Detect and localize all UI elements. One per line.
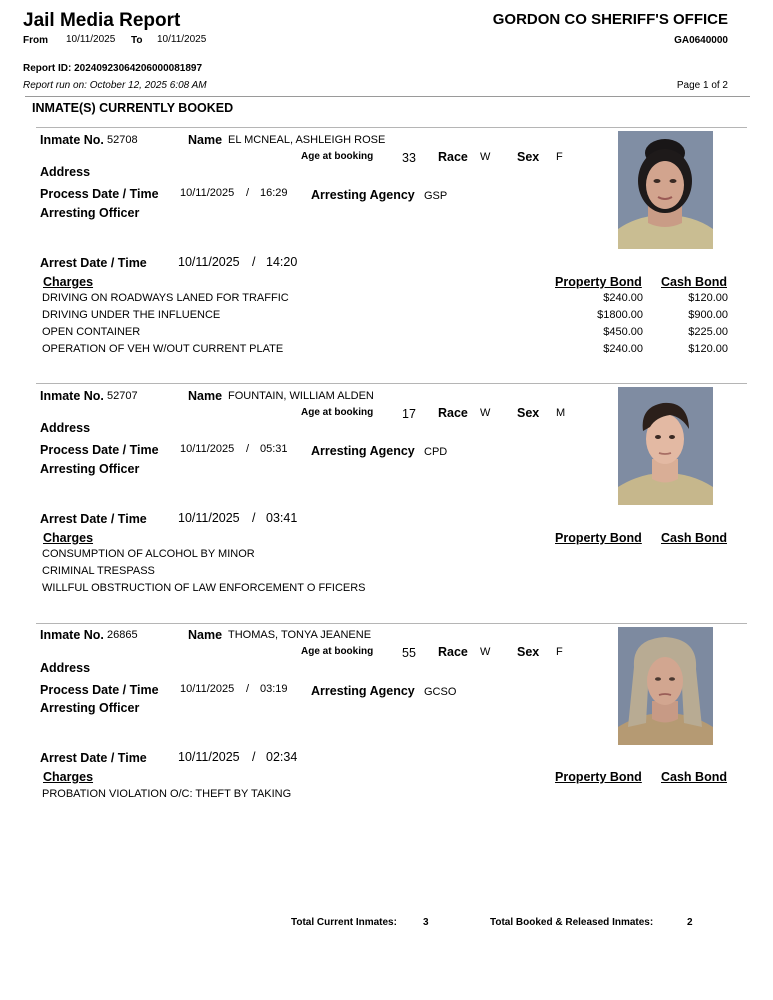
- report-title: Jail Media Report: [23, 10, 181, 31]
- to-label: To: [131, 35, 143, 46]
- age-value: 55: [402, 646, 416, 660]
- inmate-divider: [36, 623, 747, 624]
- inmate-photo: [618, 627, 713, 745]
- arrest-time: 14:20: [266, 255, 298, 269]
- report-run-on: Report run on: October 12, 2025 6:08 AM: [23, 80, 207, 91]
- total-current-value: 3: [423, 917, 429, 928]
- arresting-agency-label: Arresting Agency: [311, 188, 415, 202]
- charge-property-bond: $1800.00: [597, 309, 643, 321]
- process-label: Process Date / Time: [40, 443, 159, 457]
- inmate-no-label: Inmate No.: [40, 133, 104, 147]
- arrest-label: Arrest Date / Time: [40, 751, 147, 765]
- report-id: Report ID: 20240923064206000081897: [23, 63, 203, 74]
- inmate-no-label: Inmate No.: [40, 628, 104, 642]
- race-value: W: [480, 646, 491, 658]
- inmate-photo: [618, 131, 713, 249]
- page-number: Page 1 of 2: [676, 80, 728, 91]
- charge-desc: CONSUMPTION OF ALCOHOL BY MINOR: [42, 548, 255, 560]
- arresting-agency-label: Arresting Agency: [311, 684, 415, 698]
- age-label: Age at booking: [301, 646, 374, 657]
- process-sep: /: [246, 683, 250, 695]
- race-label: Race: [438, 645, 468, 659]
- from-date: 10/11/2025: [66, 34, 116, 45]
- process-date: 10/11/2025: [180, 683, 235, 695]
- charge-cash-bond: $120.00: [688, 343, 728, 355]
- charges-header: Charges: [43, 770, 94, 784]
- charge-property-bond: $240.00: [603, 292, 643, 304]
- total-released-value: 2: [687, 917, 693, 928]
- arrest-date: 10/11/2025: [178, 750, 240, 764]
- arrest-label: Arrest Date / Time: [40, 256, 147, 270]
- property-bond-header: Property Bond: [555, 275, 642, 289]
- charge-cash-bond: $900.00: [688, 309, 728, 321]
- age-value: 33: [402, 151, 416, 165]
- charge-desc: PROBATION VIOLATION O/C: THEFT BY TAKING: [42, 788, 292, 800]
- charge-property-bond: $450.00: [603, 326, 643, 338]
- sex-label: Sex: [517, 150, 540, 164]
- arrest-sep: /: [252, 511, 256, 525]
- arresting-agency-value: GSP: [424, 190, 448, 202]
- process-date: 10/11/2025: [180, 187, 235, 199]
- arrest-sep: /: [252, 255, 256, 269]
- race-value: W: [480, 151, 491, 163]
- to-date: 10/11/2025: [157, 34, 207, 45]
- arresting-officer-label: Arresting Officer: [40, 462, 140, 476]
- total-current-label: Total Current Inmates:: [291, 917, 397, 928]
- arresting-officer-label: Arresting Officer: [40, 206, 140, 220]
- name-label: Name: [188, 628, 223, 642]
- age-label: Age at booking: [301, 407, 374, 418]
- address-label: Address: [40, 165, 91, 179]
- address-label: Address: [40, 421, 91, 435]
- name-value: THOMAS, TONYA JEANENE: [228, 629, 372, 641]
- property-bond-header: Property Bond: [555, 770, 642, 784]
- charge-desc: WILLFUL OBSTRUCTION OF LAW ENFORCEMENT O FFICERS: [42, 582, 366, 594]
- inmate-photo: [618, 387, 713, 505]
- race-label: Race: [438, 406, 468, 420]
- process-label: Process Date / Time: [40, 187, 159, 201]
- race-value: W: [480, 407, 491, 419]
- process-sep: /: [246, 443, 250, 455]
- process-time: 03:19: [260, 683, 288, 695]
- cash-bond-header: Cash Bond: [661, 275, 727, 289]
- process-label: Process Date / Time: [40, 683, 159, 697]
- inmate-divider: [36, 127, 747, 128]
- charge-cash-bond: $225.00: [688, 326, 728, 338]
- arresting-officer-label: Arresting Officer: [40, 701, 140, 715]
- charge-desc: DRIVING UNDER THE INFLUENCE: [42, 309, 221, 321]
- name-value: EL MCNEAL, ASHLEIGH ROSE: [228, 134, 386, 146]
- sex-value: F: [556, 646, 563, 658]
- address-label: Address: [40, 661, 91, 675]
- inmate-no-value: 52707: [107, 390, 138, 402]
- charge-property-bond: $240.00: [603, 343, 643, 355]
- race-label: Race: [438, 150, 468, 164]
- charge-cash-bond: $120.00: [688, 292, 728, 304]
- header-divider: [25, 96, 750, 97]
- total-released-label: Total Booked & Released Inmates:: [490, 917, 654, 928]
- sex-label: Sex: [517, 406, 540, 420]
- sex-label: Sex: [517, 645, 540, 659]
- property-bond-header: Property Bond: [555, 531, 642, 545]
- charges-header: Charges: [43, 275, 94, 289]
- cash-bond-header: Cash Bond: [661, 531, 727, 545]
- charge-desc: OPEN CONTAINER: [42, 326, 141, 338]
- age-value: 17: [402, 407, 416, 421]
- sex-value: M: [556, 407, 566, 419]
- arresting-agency-label: Arresting Agency: [311, 444, 415, 458]
- section-title: INMATE(S) CURRENTLY BOOKED: [32, 101, 234, 115]
- agency-name: GORDON CO SHERIFF'S OFFICE: [492, 11, 728, 28]
- process-date: 10/11/2025: [180, 443, 235, 455]
- name-label: Name: [188, 389, 223, 403]
- process-time: 16:29: [260, 187, 288, 199]
- process-sep: /: [246, 187, 250, 199]
- inmate-no-value: 52708: [107, 134, 138, 146]
- arresting-agency-value: CPD: [424, 446, 448, 458]
- arrest-time: 02:34: [266, 750, 298, 764]
- charge-desc: CRIMINAL TRESPASS: [42, 565, 155, 577]
- inmate-divider: [36, 383, 747, 384]
- inmate-no-value: 26865: [107, 629, 138, 641]
- arresting-agency-value: GCSO: [424, 686, 457, 698]
- name-label: Name: [188, 133, 223, 147]
- from-label: From: [23, 35, 48, 46]
- arrest-label: Arrest Date / Time: [40, 512, 147, 526]
- name-value: FOUNTAIN, WILLIAM ALDEN: [228, 390, 374, 402]
- charges-header: Charges: [43, 531, 94, 545]
- charge-desc: OPERATION OF VEH W/OUT CURRENT PLATE: [42, 343, 284, 355]
- inmate-no-label: Inmate No.: [40, 389, 104, 403]
- charge-desc: DRIVING ON ROADWAYS LANED FOR TRAFFIC: [42, 292, 289, 304]
- arrest-date: 10/11/2025: [178, 511, 240, 525]
- age-label: Age at booking: [301, 151, 374, 162]
- process-time: 05:31: [260, 443, 288, 455]
- cash-bond-header: Cash Bond: [661, 770, 727, 784]
- arrest-date: 10/11/2025: [178, 255, 240, 269]
- arrest-time: 03:41: [266, 511, 298, 525]
- arrest-sep: /: [252, 750, 256, 764]
- agency-ori: GA0640000: [674, 35, 728, 46]
- sex-value: F: [556, 151, 563, 163]
